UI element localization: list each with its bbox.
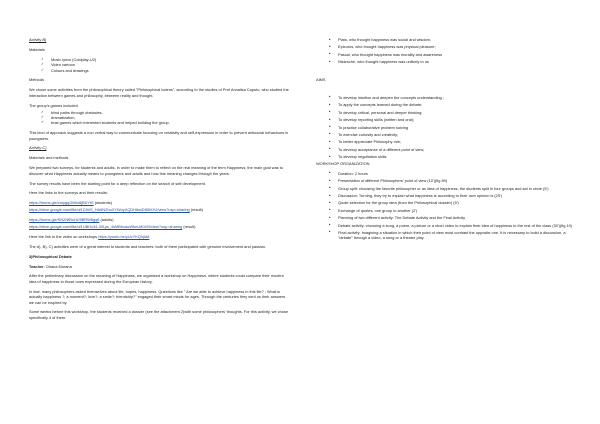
students-survey-link[interactable]: https://forms.gle/cmygqGMbr8jBDYtS: [29, 200, 94, 206]
philosophers-list: [316, 37, 578, 65]
workshop-list: [316, 171, 578, 241]
approach-text: This kind of approach suggests a non verbal way to communicate focusing on creativity and self-expression in order to prevent antisocial behaviours in youngsters.: [29, 130, 289, 141]
list-item: • To better appreciate Philosophy role;: [316, 139, 578, 144]
list-item: • To develop acceptance of a different point of view;: [316, 147, 578, 152]
games-intro: The group's games included: [29, 102, 78, 108]
list-item: • To develop negotiation skills: [316, 154, 578, 159]
teacher-row: [29, 264, 291, 269]
list-item: • Quote selection for the group idea (from the Philosophical dossier) (5'): [316, 200, 578, 205]
materials-label: Materials: [29, 46, 45, 52]
link-suffix: (students): [94, 200, 113, 206]
list-item: • Pascal, who thought happiness was morality and awareness: [316, 52, 578, 57]
survey-link-row: [29, 224, 291, 229]
abc-text: The A), B), C) activities were of a great interest to students and teachers: both of them participated with genuine involvement and passion.: [29, 243, 267, 249]
link-suffix: (result): [190, 207, 203, 213]
list-item: • To develop critical, personal and deeper thinking;: [316, 110, 578, 115]
list-item: ✓ dramatization,: [37, 115, 291, 120]
list-item: ✓ Video cartoon: [37, 62, 291, 67]
list-item: • Discussion: Turning, they try to explain what happiness is according to their own opinion is (25'): [316, 193, 578, 198]
links-intro: Here the links to the surveys and their results:: [29, 190, 108, 196]
video-link[interactable]: https://youtu.be/yUcYKQhjiA8: [98, 233, 150, 239]
methods-text: We chose some activities from the philosophical theory called "Philosophical ludens", according to the studies of Prof Annalisa Caputo, who studied the interaction between games and philosophy, between reality and thought.: [29, 87, 289, 98]
methods-label: Methods: [29, 77, 44, 83]
teacher-label: Teacher: [29, 263, 44, 269]
survey-link-row: [29, 207, 291, 212]
survey-results-text: The survey results have been the starting point for a deep reflection on the search of self development.: [29, 180, 206, 186]
list-item: • Planning of two different activity: The Debate Activity and the Final Activity: [316, 215, 578, 220]
debate-text-2: In fact, many philosophers asked themselves about life, hopes, happiness. Questions like " Are we able to achieve happiness in this life? ; What is actually happiness ?; a moment?; love?; a smile?; friendship?" engaged their smart minds for ages. Through the centuries they sent us their answers we can be inspired by.: [29, 288, 286, 305]
students-result-link[interactable]: https://drive.google.com/file/d/1DXiiS_HA6NZhuXYWoyXQDH8wiDf65XHJ/view?usp=sharing: [29, 207, 190, 213]
debate-heading: 3)Philosophical Debate: [29, 253, 72, 259]
list-item: • To exercise curiosity and creativity;: [316, 132, 578, 137]
activity-c-heading: Activity C): [29, 145, 47, 151]
list-item: • Exchange of quotes, one group to another (2'): [316, 208, 578, 213]
right-column: [316, 37, 578, 245]
list-item: • To practice collaborative problem solving: [316, 125, 578, 130]
list-item: • Duration: 2 hours: [316, 171, 578, 176]
list-item: ✓ Music lyrics (Coldplay-U2): [37, 57, 291, 62]
link-suffix: (adults): [100, 217, 114, 223]
survey-link-row: [29, 217, 291, 222]
survey-link-row: [29, 200, 291, 205]
adults-survey-link[interactable]: https://forms.gle/SN2NfBoHU5BRW8gq6: [29, 217, 100, 223]
materials-list: [29, 57, 291, 73]
list-item: • To apply the concepts learned during the debate;: [316, 102, 578, 107]
aims-label: AIMS: [316, 76, 326, 82]
surveys-text: We prepared two surveys, for students and adults, in order to make them to reflect on the real meaning of the term Happiness; the main goal was to discover what Happiness actually means to youngsters and adults and how this meaning changes through the years.: [29, 165, 284, 176]
list-item: • Group split: choosing the favorite philosopher or an idea of happiness, the students split in four groups and sat in circle (5'): [316, 186, 578, 191]
list-item: • Debate activity: choosing a song, a poem, a picture or a short video to explain their idea of happiness to the rest of the class (30')(fig 10): [316, 223, 578, 228]
video-intro: Here the link to the video on workshops: [29, 233, 98, 239]
left-column: [29, 37, 291, 325]
adults-result-link[interactable]: https://drive.google.com/file/d/1UBHc34-30Ljw_4sMBhxaoWbnU8049I/view?usp=sharing: [29, 223, 183, 229]
list-item: ✓ trust games which interested students and helped building the group.: [37, 120, 291, 125]
debate-text-1: After the preliminary discussion on the meaning of Happiness, we organised a workshop on Happiness, where students could compare their modern idea of happiness to those ones expressed during the European history.: [29, 273, 284, 284]
debate-text-3: Some weeks before this workshop, the students received a dossier (see the attachment 2)with some philosophers' thoughts. For this activity, we chose specifically 4 of them:: [29, 309, 289, 320]
video-link-row: [29, 234, 291, 239]
list-item: • Plato, who thought happiness was social and wisdom;: [316, 37, 578, 42]
aims-list: [316, 95, 578, 160]
workshop-label: WORKSHOP ORGANIZATION: [316, 160, 370, 166]
list-item: ✓ blind paths through obstacles,: [37, 110, 291, 115]
list-item: ✓ Colours and drawings: [37, 68, 291, 73]
games-list: [29, 110, 291, 126]
teacher-name: : Oriana Murana: [43, 263, 72, 269]
materials-methods-label: Materials and methods: [29, 155, 69, 161]
list-item: • Epicurus, who thought happiness was physical pleasure;: [316, 44, 578, 49]
link-suffix: (result): [183, 223, 196, 229]
list-item: • To develop intuition and deepen the concepts understanding ;: [316, 95, 578, 100]
list-item: • Nietzsche, who thought happiness was unlikely to us: [316, 59, 578, 64]
list-item: • Final activity: Imagining a situation in which their point of view must contrast the opposite one. It is necessary to build a discussion, a "debate" through a video, a song or a theatre play.: [316, 230, 578, 241]
list-item: • To develop reporting skills (written and oral);: [316, 117, 578, 122]
list-item: • Presentation of different Philosophers' point of view (10')(fig 89): [316, 178, 578, 183]
activity-b-heading: Activity B): [29, 37, 47, 42]
